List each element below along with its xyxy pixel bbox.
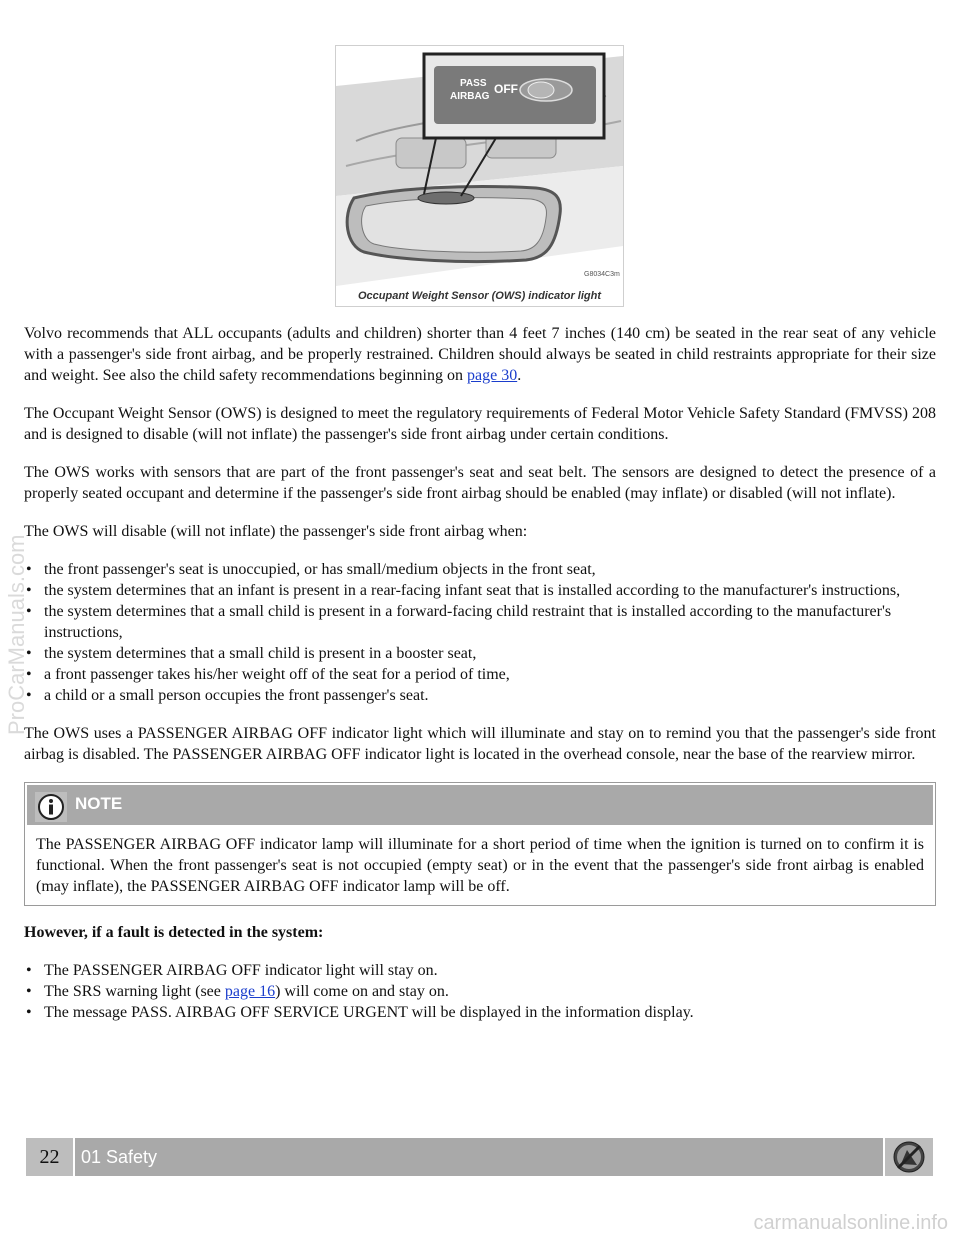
list-item: [24, 981, 936, 1002]
list-item-text: ) will come on and stay on.: [275, 983, 449, 1000]
page-number: 22: [26, 1138, 73, 1176]
list-item: • The message PASS. AIRBAG OFF SERVICE URGENT will be displayed in the information display.: [24, 1002, 936, 1023]
paragraph-ows-design: The Occupant Weight Sensor (OWS) is designed to meet the regulatory requirements of Federal Motor Vehicle Safety Standard (FMVSS) 208 and is designed to disable (will not inflate) the passenger's side front airbag under certain conditions.: [24, 405, 936, 443]
page-footer: [26, 1138, 933, 1176]
note-title: NOTE: [75, 794, 123, 813]
note-body: The PASSENGER AIRBAG OFF indicator lamp will illuminate for a short period of time when the ignition is turned on to confirm it is functional. When the front passenger's seat is not occupied (empty seat) or in the event that the passenger's side front airbag is enabled (may inflate), the PASSENGER AIRBAG OFF indicator lamp will be off.: [36, 836, 924, 895]
footer-icon-box: [885, 1138, 933, 1176]
list-item: • a front passenger takes his/her weight off of the seat for a period of time,: [24, 664, 936, 685]
paragraph-indicator-light: The OWS uses a PASSENGER AIRBAG OFF indicator light which will illuminate and stay on to remind you that the passenger's side front airbag is disabled. The PASSENGER AIRBAG OFF indicator light is located in the overhead console, near the base of the rearview mirror.: [24, 725, 936, 763]
note-header: [27, 785, 933, 825]
paragraph-ows-sensors: The OWS works with sensors that are part of the front passenger's seat and seat belt. The sensors are designed to detect the presence of a properly seated occupant and determine if the passenger's side front airbag should be enabled (may inflate) or disabled (will not inflate).: [24, 464, 936, 502]
list-item-text: The SRS warning light (see: [44, 983, 225, 1000]
paragraph-text: .: [517, 367, 522, 384]
footer-bar: [75, 1138, 883, 1176]
image-code: G8034C3m: [584, 271, 620, 278]
paragraph-ows-disable-intro: The OWS will disable (will not inflate) the passenger's side front airbag when:: [24, 523, 528, 540]
figure-caption: Occupant Weight Sensor (OWS) indicator light: [357, 290, 602, 302]
list-item: • a child or a small person occupies the front passenger's seat.: [24, 685, 936, 706]
list-item: • the system determines that a small child is present in a booster seat,: [24, 643, 936, 664]
fault-heading: However, if a fault is detected in the system:: [24, 924, 324, 941]
callout-pass-text: PASS: [460, 78, 487, 89]
page-16-link[interactable]: page 16: [224, 983, 276, 1000]
list-item: • the system determines that an infant is present in a rear-facing infant seat that is installed according to the manufacturer's instructions,: [24, 580, 936, 601]
bottom-watermark: carmanualsonline.info: [753, 1212, 948, 1234]
callout-off-text: OFF: [494, 82, 518, 96]
ows-indicator-figure: [335, 45, 624, 307]
list-item: • the system determines that a small child is present in a forward-facing child restraint that is installed according to the manufacturer's instructions,: [24, 601, 936, 643]
paragraph-text: Volvo recommends that ALL occupants (adults and children) shorter than 4 feet 7 inches (140 cm) be seated in the rear seat of any vehicle with a passenger's side front airbag, and be properly restrained. Children should always be seated in child restraints appropriate for their size and weight. See also the child safety recommendations beginning on: [24, 325, 936, 384]
section-title: 01 Safety: [81, 1147, 158, 1167]
rearview-mirror-illustration: [336, 46, 623, 306]
airbag-safety-icon: [885, 1138, 933, 1176]
page-30-link[interactable]: page 30: [467, 367, 518, 384]
list-item: • the front passenger's seat is unoccupied, or has small/medium objects in the front seat,: [24, 559, 936, 580]
fault-list: [24, 960, 936, 1023]
page-content: [24, 323, 936, 1040]
list-item: • The PASSENGER AIRBAG OFF indicator light will stay on.: [24, 960, 936, 981]
disable-conditions-list: [24, 559, 936, 706]
note-box: [24, 782, 936, 906]
side-watermark: ProCarManuals.com: [4, 534, 29, 735]
info-icon: [35, 792, 67, 822]
paragraph-recommendation: [24, 323, 936, 386]
callout-airbag-text: AIRBAG: [450, 91, 490, 102]
